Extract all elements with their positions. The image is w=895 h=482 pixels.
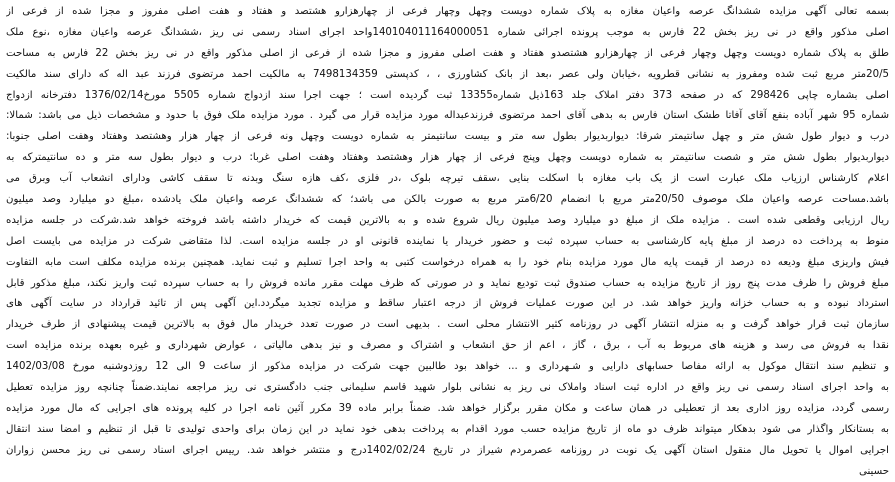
notice-line: رسمی گردد، مزایده روز اداری بعد از تعطیلی در همان ساعت و مکان مقرر برگزار خواهد شد. ضمناً برابر ماده 39 مکرر آئین نامه اجرا در کلیه پرونده های اجرایی که مال مورد مزایده xyxy=(6,402,889,414)
notice-line: بسمه تعالی آگهی مزایده ششدانگ عرصه واعیان مغازه به پلاک شماره دویست وچهل وچهار فرعی از چهارهزارو هشتصد و هفتاد و هفت اصلی مفروز و مجزا شده از فرعی از xyxy=(6,6,889,17)
notice-line: دیواربدیوار بطول شش متر و شصت سانتیمتر به شماره دویست وچهل وپنج فرعی از چهار هزار وهشتصد وهفتاد وهفت اصلی غربا: درب و دیوار بطول سه متر و ده سانتیمترکه به xyxy=(6,152,889,164)
notice-line: به بستانکار واگذار می شود بدهکار میتواند ظرف دو ماه از تاریخ مزایده حسب مورد اقدام به پرداخت بدهی خود نماید در این زمان برای واحدی تولیدی تا قبل از تنظیم و امضا سند انتقال xyxy=(6,423,889,435)
notice-line: نقدا به فروش می رسد و هزینه های مربوط به آب ، برق ، گاز ، اعم از حق انشعاب و اشتراک و مصرف و نیز بدهی مالیاتی ، عوارض شهرداری و غیره بعهده برنده مزایده است xyxy=(6,340,889,352)
notice-line: طلق به پلاک شماره دویست وچهل وچهار فرعی از چهارهزارو هشتصدو هفتاد و هفت اصلی مفروز و مجزا شده از فرعی از اصلی مذکور واقع در نی ریز بخش 22 فارس به مساحت xyxy=(6,47,889,59)
notice-line: فیش واریزی مبلغ ودیعه ده درصد از قیمت پایه مال مورد مزایده بنام خود را به همراه درخواست کتبی به واحد اجرا تسلیم و ثبت نماید. همچنین برنده مزایده مکلف است مابه التفاوت xyxy=(6,256,889,268)
notice-line: اعلام کارشناس ارزیاب ملک عبارت است از یک باب مغازه با اسکلت بنایی ،سقف تیرچه بلوک ،در فلزی ،کف هازه سنگ وبدنه تا سقف کاشی ودارای انشعاب آب وبرق می xyxy=(6,173,889,185)
notice-line: سازمان ثبت قرار خواهد گرفت و به منزله انتشار آگهی در روزنامه کثیر الانتشار محلی است . بدیهی است در صورت تعدد خریدار مال فوق به بالاترین قیمت پیشنهادی از طرف خریدار xyxy=(6,319,889,331)
notice-line: درب و دیوار طول شش متر و چهل سانتیمتر شرقا: دیواربدیوار بطول سه متر و بیست سانتیمتر به شماره دویست وچهل ونه فرعی از چهار هزار وهشتصد وهفتاد وهفت اصلی جنوبا: xyxy=(6,131,889,143)
notice-line: 20/5متر مربع ثبت شده ومفروز به نشانی قطرویه ،خیابان ولی عصر ،بعد از بانک کشاورزی ، ، کدپستی 7498134359 به مالکیت احمد مرتضوی فرزند عبد اله که دارای سند مالکیت xyxy=(6,68,889,80)
notice-line: و تنظیم سند انتقال موکول به ارائه مفاصا حسابهای دارایی و شـهرداری و ... خواهد بود طالبین جهت شرکت در مزایده مذکور از ساعت 9 الی 12 روزدوشنبه مورخ 1402/03/08 xyxy=(6,361,889,373)
notice-line: استرداد نبوده و به حساب خزانه واریز خواهد شد. در این صورت عملیات فروش از درجه اعتبار ساقط و مزایده تجدید میگردد.این آگهی پس از تائید قرارداد در سایت آگهی های xyxy=(6,298,889,310)
notice-line: ریال ارزیابی وقطعی شده است . مزایده ملک از مبلغ دو میلیارد وصد میلیون ریال شروع شده و به بالاترین قیمت که خریدار داشته باشد فروخته خواهد شد.شرکت در جلسه مزایده xyxy=(6,214,889,226)
notice-line-signature: حسینی xyxy=(858,465,889,477)
notice-line: باشد.مساحت عرصه واعیان ملک موصوف 20/50متر مربع با انضمام 6/20متر مربع به صورت بالکن می باشد؛ که ششدانگ عرصه واعیان ملک یادشده ،مبلغ دو میلیارد وصد میلیون xyxy=(6,194,889,206)
notice-line: مبلغ فروش را ظرف مدت پنج روز از تاریخ مزایده به حساب صندوق ثبت توديع نماید و در صورتی که ظرف مهلت مقرر مانده فروش را به حساب سپرده ثبت واریز نکند، مبلغ مذکور قابل xyxy=(6,277,889,289)
notice-line: اصلی مذکور واقع در نی ریز بخش 22 فارس به موجب پرونده اجرائی شماره 140104011164000051واحد اجرای اسناد رسمی نی ریز ،ششدانگ عرصه واعیان مغازه ،نوع ملک xyxy=(6,26,889,38)
notice-line: منوط به پرداخت ده درصد از مبلغ پایه کارشناسی به حساب سپرده ثبت و حضور خریدار یا نماینده قانونی او در جلسه مزایده است. لذا متقاضی شرکت در مزایده می بایست اصل xyxy=(6,235,889,247)
notice-line: اجرایی اموال یا تحویل مال منقول استان آگهی یک نوبت در روزنامه عصرمردم شیراز در تاریخ 1402/02/24درج و منتشر خواهد شد. رییس اجرای اسناد رسمی نی ریز محسن زواران xyxy=(6,444,889,456)
notice-line: اصلی بشماره چاپی 298426 که در صفحه 373 دفتر املاک جلد 163ذیل شماره13355 ثبت گردیده است ؛ جهت اجرا سند ازدواج شماره 5505 مورخ1376/02/14 دفترخانه ازدواج xyxy=(6,89,889,101)
notice-line: به واحد اجرای اسناد رسمی نی ریز واقع در اداره ثبت اسناد واملاک نی ریز به نشانی بلوار شهید قاسم سلیمانی جنب دادگستری نی ریز مراجعه نمایند.ضمناً چنانچه روز مزایده تعطیل xyxy=(6,382,889,394)
notice-line: شماره 95 شهر آباده بنفع آقای آفاتا طشک استان فارس به بدهی آقای احمد مرتضوی فرزندعبداله مورد مزایده قرار می گیرد . مورد مزایده ملک فوق با حدود و مشخصات ذیل می باشد: شمالا: xyxy=(6,110,889,122)
